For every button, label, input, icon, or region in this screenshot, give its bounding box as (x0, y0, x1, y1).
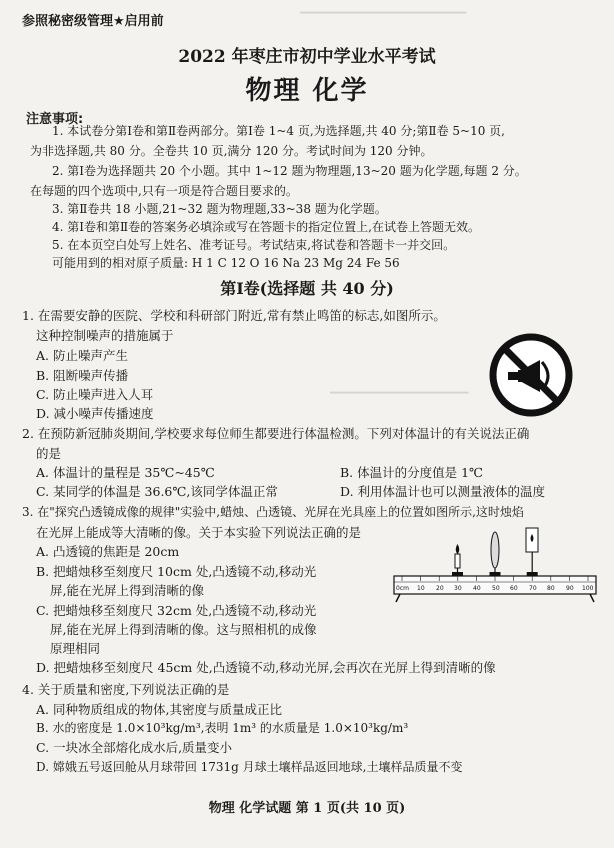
q1-stem: 这种控制噪声的措施属于 (36, 328, 174, 343)
notice-item: 1. 本试卷分第Ⅰ卷和第Ⅱ卷两部分。第Ⅰ卷 1~4 页,为选择题,共 40 分;第Ⅱ卷 5~10 页, (52, 124, 505, 138)
notice-item: 3. 第Ⅱ卷共 18 小题,21~32 题为物理题,33~38 题为化学题。 (52, 202, 387, 216)
q4-option-c: C. 一块冰全部熔化成水后,质量变小 (36, 740, 233, 755)
q3-option-c: C. 把蜡烛移至刻度尺 32cm 处,凸透镜不动,移动光 (36, 603, 317, 618)
q3-option-b: B. 把蜡烛移至刻度尺 10cm 处,凸透镜不动,移动光 (36, 564, 317, 579)
notice-item: 在每题的四个选项中,只有一项是符合题目要求的。 (30, 184, 298, 198)
ruler-tick-label: 100 (582, 585, 594, 592)
notice-item: 2. 第Ⅰ卷为选择题共 20 个小题。其中 1~12 题为物理题,13~20 题为化学题,每题 2 分。 (52, 164, 527, 178)
bleed-through: ▔▔▔▔▔▔▔▔▔▔▔▔▔▔▔ (330, 392, 469, 406)
q2-option-d: D. 利用体温计也可以测量液体的温度 (340, 484, 546, 499)
ruler-tick-label: 40 (473, 585, 481, 592)
q2-option-a: A. 体温计的量程是 35℃~45℃ (36, 465, 215, 480)
q2-stem: 2. 在预防新冠肺炎期间,学校要求每位师生都要进行体温检测。下列对体温计的有关说法正确 (22, 426, 530, 441)
q1-option-b: B. 阻断噪声传播 (36, 368, 129, 383)
screen-icon (526, 528, 538, 576)
page-footer: 物理 化学试题 第 1 页(共 10 页) (208, 801, 406, 816)
notice-item: 为非选择题,共 80 分。全卷共 10 页,满分 120 分。考试时间为 120 分钟。 (30, 144, 433, 158)
ruler-tick-label: 20 (436, 585, 444, 592)
q4-option-d: D. 嫦娥五号返回舱从月球带回 1731g 月球土壤样品返回地球,土壤样品质量不变 (36, 760, 463, 774)
confidential-label: 参照秘密级管理★启用前 (22, 14, 164, 29)
ruler-tick-label: 60 (510, 585, 518, 592)
q4-stem: 4. 关于质量和密度,下列说法正确的是 (22, 682, 230, 697)
ruler-tick-label: 90 (566, 585, 574, 592)
q1-stem: 1. 在需要安静的医院、学校和科研部门附近,常有禁止鸣笛的标志,如图所示。 (22, 308, 446, 323)
section-title: 第Ⅰ卷(选择题 共 40 分) (220, 279, 394, 298)
no-horn-sign-icon (488, 332, 574, 418)
q1-option-c: C. 防止噪声进入人耳 (36, 387, 154, 402)
subject-title: 物理 化学 (245, 76, 369, 106)
notice-heading: 注意事项: (26, 112, 84, 127)
notice-item: 可能用到的相对原子质量: H 1 C 12 O 16 Na 23 Mg 24 Fe 56 (52, 256, 400, 270)
q3-stem: 在光屏上能成等大清晰的像。关于本实验下列说法正确的是 (36, 525, 362, 540)
bleed-through: ▔▔▔▔▔▔▔▔▔▔▔▔▔▔▔▔▔▔ (300, 12, 467, 26)
q3-option-a: A. 凸透镜的焦距是 20cm (36, 544, 180, 559)
q2-stem: 的是 (36, 446, 62, 461)
optical-bench-figure (392, 520, 598, 604)
q4-option-b: B. 水的密度是 1.0×10³kg/m³,表明 1m³ 的水质量是 1.0×10³kg/m³ (36, 721, 409, 735)
ruler-tick-label: 30 (454, 585, 462, 592)
q1-option-d: D. 减小噪声传播速度 (36, 406, 154, 421)
q2-option-b: B. 体温计的分度值是 1℃ (340, 465, 484, 480)
ruler-tick-label: 70 (529, 585, 537, 592)
exam-title: 2022 年枣庄市初中学业水平考试 (178, 47, 436, 67)
notice-item: 4. 第Ⅰ卷和第Ⅱ卷的答案务必填涂或写在答题卡的指定位置上,在试卷上答题无效。 (52, 220, 480, 234)
ruler-tick-label: 50 (492, 585, 500, 592)
q3-option-b-cont: 屏,能在光屏上得到清晰的像 (50, 583, 204, 598)
notice-item: 5. 在本页空白处写上姓名、准考证号。考试结束,将试卷和答题卡一并交回。 (52, 238, 456, 252)
q3-stem: 3. 在"探究凸透镜成像的规律"实验中,蜡烛、凸透镜、光屏在光具座上的位置如图所示,这时烛焰 (22, 505, 524, 519)
ruler-tick-label: 80 (547, 585, 555, 592)
candle-icon (452, 544, 463, 576)
q3-option-c-cont: 屏,能在光屏上得到清晰的像。这与照相机的成像 (50, 622, 317, 637)
q2-option-c: C. 某同学的体温是 36.6℃,该同学体温正常 (36, 484, 278, 499)
q1-option-a: A. 防止噪声产生 (36, 348, 128, 363)
ruler-tick-label: 10 (417, 585, 425, 592)
q3-option-d: D. 把蜡烛移至刻度尺 45cm 处,凸透镜不动,移动光屏,会再次在光屏上得到清晰的像 (36, 660, 496, 675)
lens-icon (490, 532, 501, 576)
ruler-tick-label: 0cm (396, 585, 409, 592)
q3-option-c-cont: 原理相同 (50, 641, 101, 656)
q4-option-a: A. 同种物质组成的物体,其密度与质量成正比 (36, 702, 282, 717)
